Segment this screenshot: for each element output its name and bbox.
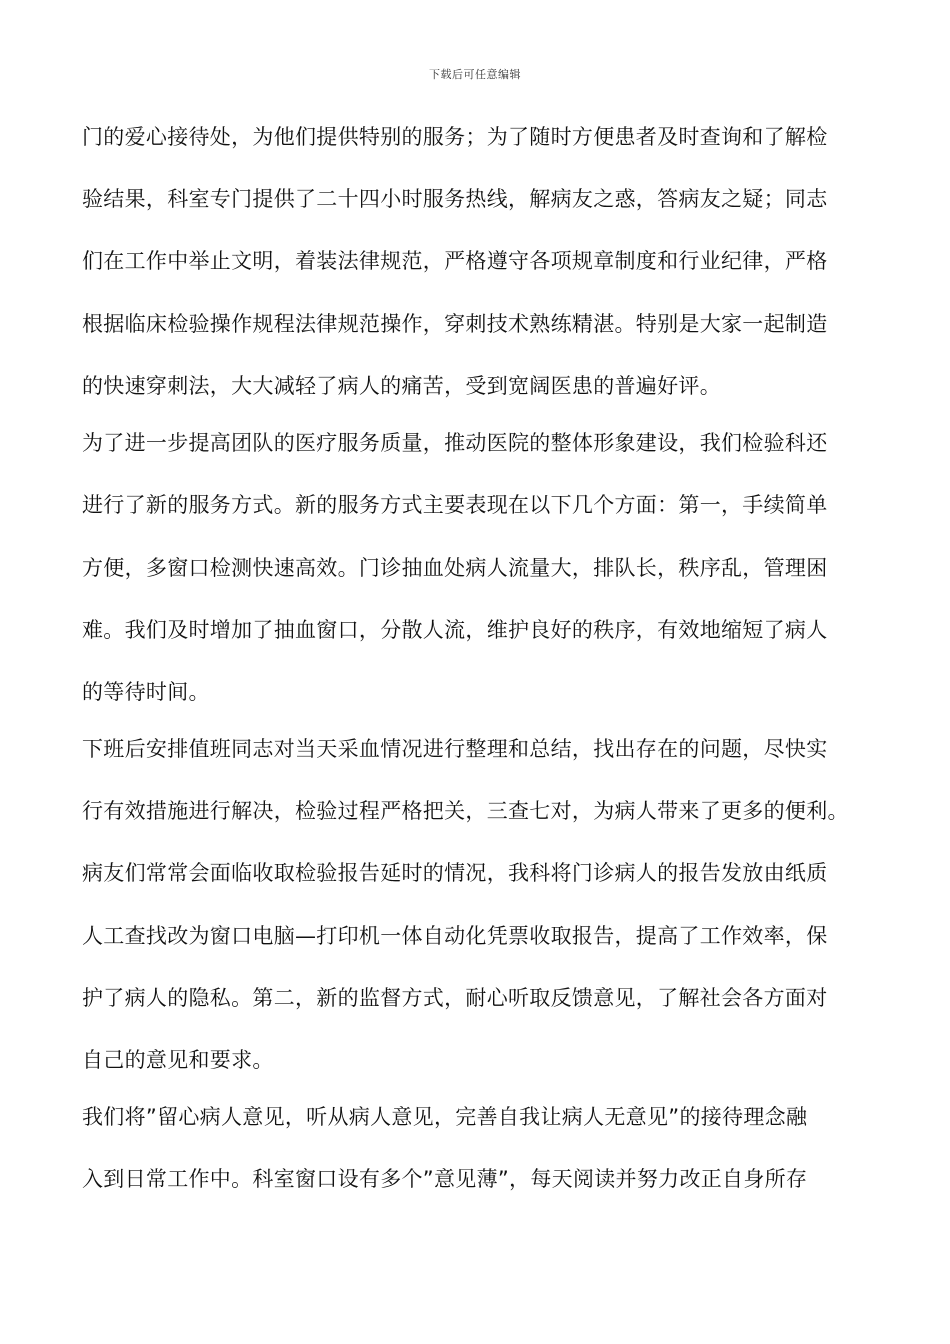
text-line: 们在工作中举止文明，着装法律规范，严格遵守各项规章制度和行业纪律，严格	[82, 249, 828, 273]
text-line: 我们将”留心病人意见，听从病人意见，完善自我让病人无意见”的接待理念融	[82, 1105, 808, 1129]
text-line: 自己的意见和要求。	[82, 1048, 274, 1072]
text-line: 行有效措施进行解决，检验过程严格把关，三查七对，为病人带来了更多的便利。	[82, 799, 849, 823]
text-line: 进行了新的服务方式。新的服务方式主要表现在以下几个方面：第一，手续简单	[82, 493, 828, 517]
text-line: 的快速穿刺法，大大减轻了病人的痛苦，受到宽阔医患的普遍好评。	[82, 374, 721, 398]
page-header: 下载后可任意编辑	[429, 68, 521, 81]
text-line: 难。我们及时增加了抽血窗口，分散人流，维护良好的秩序，有效地缩短了病人	[82, 618, 828, 642]
text-line: 入到日常工作中。科室窗口设有多个”意见薄”，每天阅读并努力改正自身所存	[82, 1167, 808, 1191]
text-line: 病友们常常会面临收取检验报告延时的情况，我科将门诊病人的报告发放由纸质	[82, 861, 828, 885]
text-line: 人工查找改为窗口电脑—打印机一体自动化凭票收取报告，提高了工作效率，保	[82, 924, 828, 948]
text-line: 根据临床检验操作规程法律规范操作，穿刺技术熟练精湛。特别是大家一起制造	[82, 312, 828, 336]
text-line: 的等待时间。	[82, 680, 210, 704]
text-line: 下班后安排值班同志对当天采血情况进行整理和总结，找出存在的问题，尽快实	[82, 737, 828, 761]
text-line: 为了进一步提高团队的医疗服务质量，推动医院的整体形象建设，我们检验科还	[82, 431, 828, 455]
text-line: 护了病人的隐私。第二，新的监督方式，耐心听取反馈意见，了解社会各方面对	[82, 986, 828, 1010]
text-line: 门的爱心接待处，为他们提供特别的服务；为了随时方便患者及时查询和了解检	[82, 125, 828, 149]
text-line: 验结果，科室专门提供了二十四小时服务热线，解病友之惑，答病友之疑；同志	[82, 187, 828, 211]
text-line: 方便，多窗口检测快速高效。门诊抽血处病人流量大，排队长，秩序乱，管理困	[82, 556, 828, 580]
